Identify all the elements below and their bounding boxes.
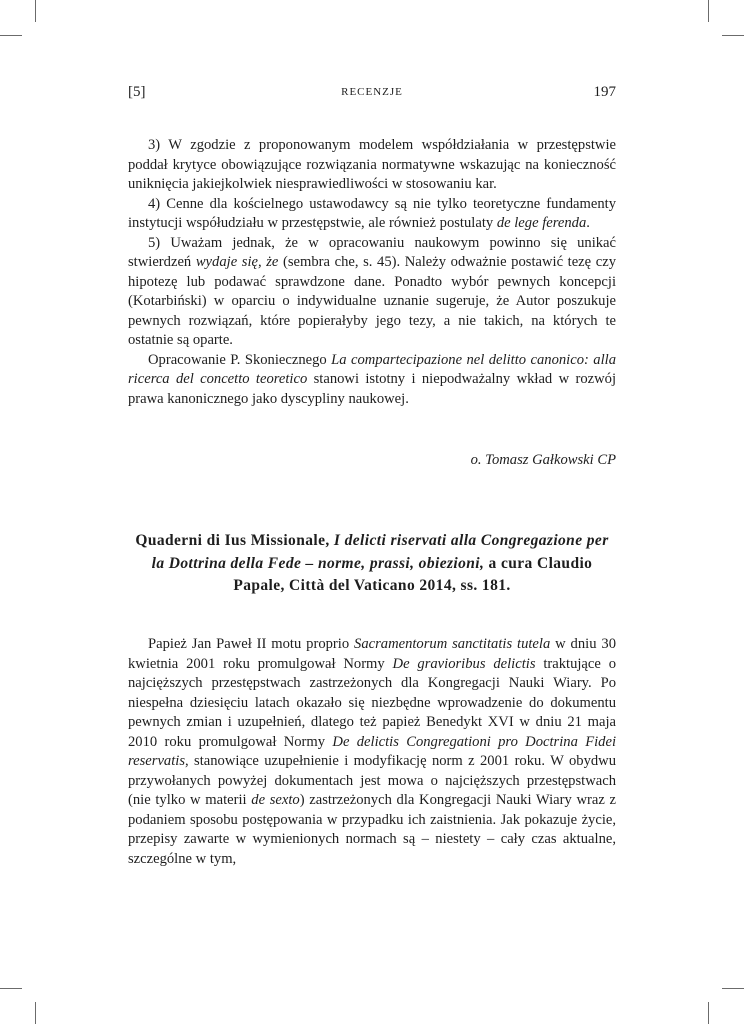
paragraph-point-5: 5) Uważam jednak, że w opracowaniu naukowym powinno się unikać stwierdzeń wydaje się, że (sembra che, s. 45). Należy odważnie postawić tezę czy hipotezę lub podawać sprawdzone dane. Ponadto wybór pewnych koncepcji (Kotarbiński) w oparciu o indywidualne uznanie sugeruje, że Autor poszukuje pewnych rozwiązań, które popierałyby jego tezy, a nie takich, na których te ostatnie są oparte. (128, 234, 616, 348)
paragraph-conclusion: Opracowanie P. Skoniecznego La compartecipazione nel delitto canonico: alla ricerca del concetto teoretico stanowi istotny i niepodważalny wkład w rozwój prawa kanonicznego jako dyscypliny naukowej. (128, 351, 617, 407)
paragraph-point-4: 4) Cenne dla kościelnego ustawodawcy są nie tylko teoretyczne fundamenty instytucji współudziału w przestępstwie, ale również postulaty de lege ferenda. (128, 195, 616, 231)
paragraph-review-two: Papież Jan Paweł II motu proprio Sacramentorum sanctitatis tutela w dniu 30 kwietnia 2001 roku promulgował Normy De gravioribus delictis traktujące o najcięższych przestępstwach zastrzeżonych dla Kongregacji Nauki Wiary. Po niespełna dziesięciu latach okazało się niezbędne wprowadzenie do dokumentu pewnych zmian i uzupełnień, dlatego też papież Benedykt XVI w dniu 21 maja 2010 roku promulgował Normy De delictis Congregationi pro Doctrina Fidei reservatis, stanowiące uzupełnienie i modyfikację norm z 2001 roku. W obydwu przywołanych powyżej dokumentach jest mowa o najcięższych przestępstwach (nie tylko w materii de sexto) zastrzeżonych dla Kongregacji Nauki Wiary wraz z podaniem sposobu postępowania w przypadku ich zaistnienia. Jak pokazuje życie, przepisy zawarte w wymienionych normach są – niestety – cały czas aktualne, szczególne w tym, (128, 636, 616, 867)
crop-mark-top-left-h (0, 35, 22, 36)
running-title: RECENZJE (341, 86, 403, 98)
review-title: Quaderni di Ius Missionale, I delicti riservati alla Congregazione per la Dottrina della Fede – norme, prassi, obiezioni, a cura Claudio Papale, Città del Vaticano 2014, ss. 181. (135, 532, 609, 594)
crop-mark-bottom-right (708, 1002, 709, 1024)
crop-mark-top-right (708, 0, 709, 22)
review-one-body (128, 136, 616, 409)
section-number: [5] (128, 84, 146, 100)
page-number: 197 (593, 84, 616, 100)
crop-mark-top-left (35, 0, 36, 22)
crop-mark-bottom-left-h (0, 988, 22, 989)
paragraph-point-3: 3) W zgodzie z proponowanym modelem współdziałania w przestępstwie poddał krytyce obowiązujące rozwiązania normatywne wskazując na konieczność uniknięcia jakiejkolwiek niesprawiedliwości w stosowaniu kar. (128, 137, 616, 192)
page-header (128, 84, 616, 106)
review-two-body (128, 635, 616, 869)
crop-mark-bottom-right-h (722, 988, 744, 989)
review-signature: o. Tomasz Gałkowski CP (470, 452, 616, 468)
crop-mark-bottom-left (35, 1002, 36, 1024)
crop-mark-top-right-h (722, 35, 744, 36)
